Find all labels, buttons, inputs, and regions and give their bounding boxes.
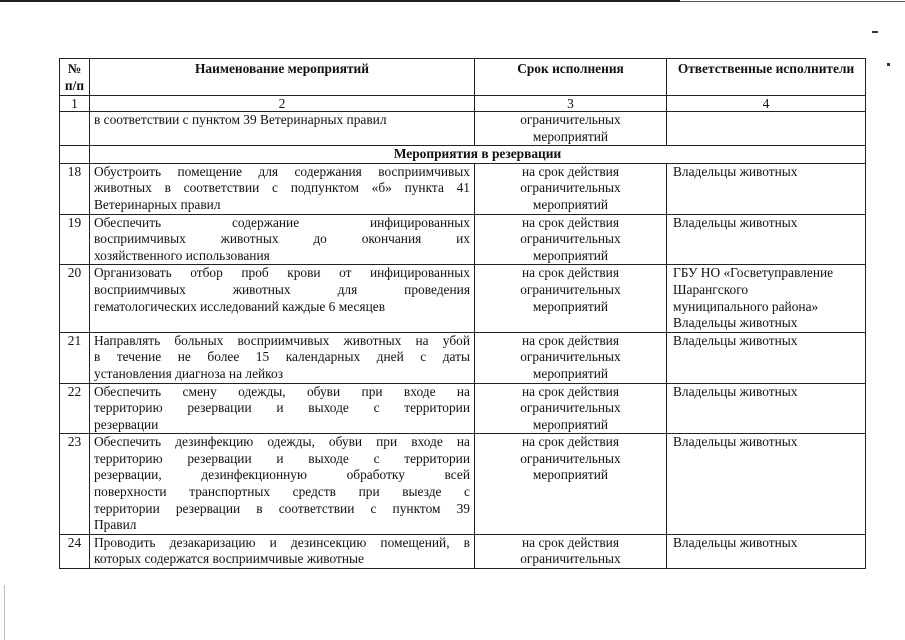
- row-num: 23: [60, 434, 90, 535]
- row-responsible-line: муниципального района»: [673, 298, 819, 314]
- column-number: 2: [90, 96, 475, 112]
- table-row: [60, 534, 866, 568]
- row-term-line: мероприятий: [532, 416, 609, 432]
- measures-table: [59, 58, 866, 569]
- row-term: [475, 534, 667, 568]
- row-num: 22: [60, 383, 90, 434]
- header-term: Срок исполнения: [475, 59, 667, 96]
- row-name: [90, 383, 475, 434]
- row-responsible-line: Владельцы животных: [673, 163, 798, 179]
- row-responsible-line: Владельцы животных: [673, 214, 798, 230]
- row-name: [90, 163, 475, 214]
- row-num: 24: [60, 534, 90, 568]
- section-row: [60, 146, 866, 164]
- row-term-line: мероприятий: [532, 247, 609, 263]
- row-term-line: ограничительных: [520, 349, 621, 365]
- scan-mark: [872, 31, 878, 33]
- row-responsible: [667, 265, 866, 332]
- row-term-line: на срок действия: [521, 214, 619, 230]
- row-name-line: гематологических исследований каждые 6 месяцев: [94, 298, 386, 314]
- row-name-line: территорию резервации и выходе с территории: [94, 450, 470, 466]
- row-responsible: [667, 383, 866, 434]
- row-term: [475, 383, 667, 434]
- row-responsible: [667, 163, 866, 214]
- row-name: [90, 214, 475, 265]
- row-name-line: которых содержатся восприимчивые животные: [94, 551, 364, 567]
- column-number: 3: [475, 96, 667, 112]
- row-name: [90, 534, 475, 568]
- column-number: 4: [667, 96, 866, 112]
- row-name-line: Обеспечить дезинфекцию одежды, обуви при входе на: [94, 434, 470, 450]
- row-num: 19: [60, 214, 90, 265]
- row-responsible-line: Владельцы животных: [673, 383, 798, 399]
- row-term-line: на срок действия: [521, 163, 619, 179]
- row-term: [475, 214, 667, 265]
- column-number: 1: [60, 96, 90, 112]
- row-name-line: в течение не более 15 календарных дней с даты: [94, 349, 470, 365]
- row-term-line: ограничительных: [520, 450, 621, 466]
- row-term: [475, 112, 667, 146]
- row-name-line: Обеспечить содержание инфицированных: [94, 214, 470, 230]
- row-name-line: животных в соответствии с подпунктом «б» пункта 41: [94, 180, 470, 196]
- row-term-line: на срок действия: [521, 434, 619, 450]
- row-term-line: ограничительных: [520, 400, 621, 416]
- header-num: № п/п: [60, 59, 90, 96]
- section-spacer: [60, 146, 90, 164]
- row-term-line: на срок действия: [521, 265, 619, 281]
- row-name-line: восприимчивых животных для проведения: [94, 281, 470, 297]
- row-term-line: ограничительных: [520, 551, 621, 567]
- row-term-line: ограничительных: [520, 112, 621, 127]
- row-name: [90, 265, 475, 332]
- header-responsible: Ответственные исполнители: [667, 59, 866, 96]
- top-border-line-faint: [680, 1, 905, 2]
- row-name: [90, 332, 475, 383]
- row-name-line: Ветеринарных правил: [94, 196, 221, 212]
- row-term: [475, 265, 667, 332]
- row-responsible: [667, 112, 866, 146]
- table-row: [60, 214, 866, 265]
- row-responsible: [667, 214, 866, 265]
- row-name-line: резервации, дезинфекционную обработку всей: [94, 467, 470, 483]
- row-name-line: территорию резервации и выходе с территории: [94, 400, 470, 416]
- row-name-line: поверхности транспортных средств при выезде с: [94, 484, 470, 500]
- row-responsible-line: ГБУ НО «Госветуправление: [673, 265, 834, 281]
- scan-dot: [887, 63, 890, 66]
- row-term-line: мероприятий: [532, 467, 609, 483]
- row-term: [475, 332, 667, 383]
- row-term-line: мероприятий: [532, 365, 609, 381]
- row-term-line: на срок действия: [521, 332, 619, 348]
- row-responsible: [667, 534, 866, 568]
- row-name-line: Направлять больных восприимчивых животных на убой: [94, 332, 470, 348]
- row-responsible-line: Владельцы животных: [673, 434, 798, 450]
- row-term-line: мероприятий: [532, 298, 609, 314]
- row-name: [90, 434, 475, 535]
- row-num: [60, 112, 90, 146]
- top-border-line: [0, 0, 680, 2]
- row-term: [475, 163, 667, 214]
- row-term-line: мероприятий: [532, 128, 609, 144]
- row-responsible-line: Владельцы животных: [673, 332, 798, 348]
- row-num: 20: [60, 265, 90, 332]
- row-name-line: Организовать отбор проб крови от инфицированных: [94, 265, 470, 281]
- row-term-line: мероприятий: [532, 196, 609, 212]
- row-term-line: на срок действия: [521, 534, 619, 550]
- row-name-line: Правил: [94, 517, 137, 533]
- row-term-line: ограничительных: [520, 180, 621, 196]
- row-responsible: [667, 332, 866, 383]
- row-name-line: Проводить дезакаризацию и дезинсекцию помещений, в: [94, 534, 470, 550]
- row-term-line: ограничительных: [520, 281, 621, 297]
- row-term: [475, 434, 667, 535]
- row-name-line: резервации: [94, 416, 159, 432]
- row-name-line: территории резервации в соответствии с пунктом 39: [94, 500, 470, 516]
- row-responsible-line: Шарангского: [673, 281, 749, 297]
- row-name-line: восприимчивых животных до окончания их: [94, 231, 470, 247]
- row-name: [90, 112, 475, 146]
- scan-edge: [4, 585, 5, 640]
- row-name-line: установления диагноза на лейкоз: [94, 365, 283, 381]
- row-term-line: на срок действия: [521, 383, 619, 399]
- continuation-row: [60, 112, 866, 146]
- table-row: [60, 163, 866, 214]
- row-num: 18: [60, 163, 90, 214]
- row-responsible-line: Владельцы животных: [673, 315, 798, 331]
- row-name-line: Обустроить помещение для содержания восприимчивых: [94, 163, 470, 179]
- row-num: 21: [60, 332, 90, 383]
- row-term-line: ограничительных: [520, 231, 621, 247]
- table-row: [60, 434, 866, 535]
- row-name-line: Обеспечить смену одежды, обуви при входе на: [94, 383, 470, 399]
- header-row: [60, 59, 866, 96]
- row-responsible-line: Владельцы животных: [673, 534, 798, 550]
- table-row: [60, 332, 866, 383]
- table-row: [60, 383, 866, 434]
- row-name-line: в соответствии с пунктом 39 Ветеринарных правил: [94, 112, 387, 127]
- row-responsible: [667, 434, 866, 535]
- table-row: [60, 265, 866, 332]
- section-title: Мероприятия в резервации: [90, 146, 866, 164]
- column-number-row: [60, 96, 866, 112]
- row-name-line: хозяйственного использования: [94, 247, 270, 263]
- header-name: Наименование мероприятий: [90, 59, 475, 96]
